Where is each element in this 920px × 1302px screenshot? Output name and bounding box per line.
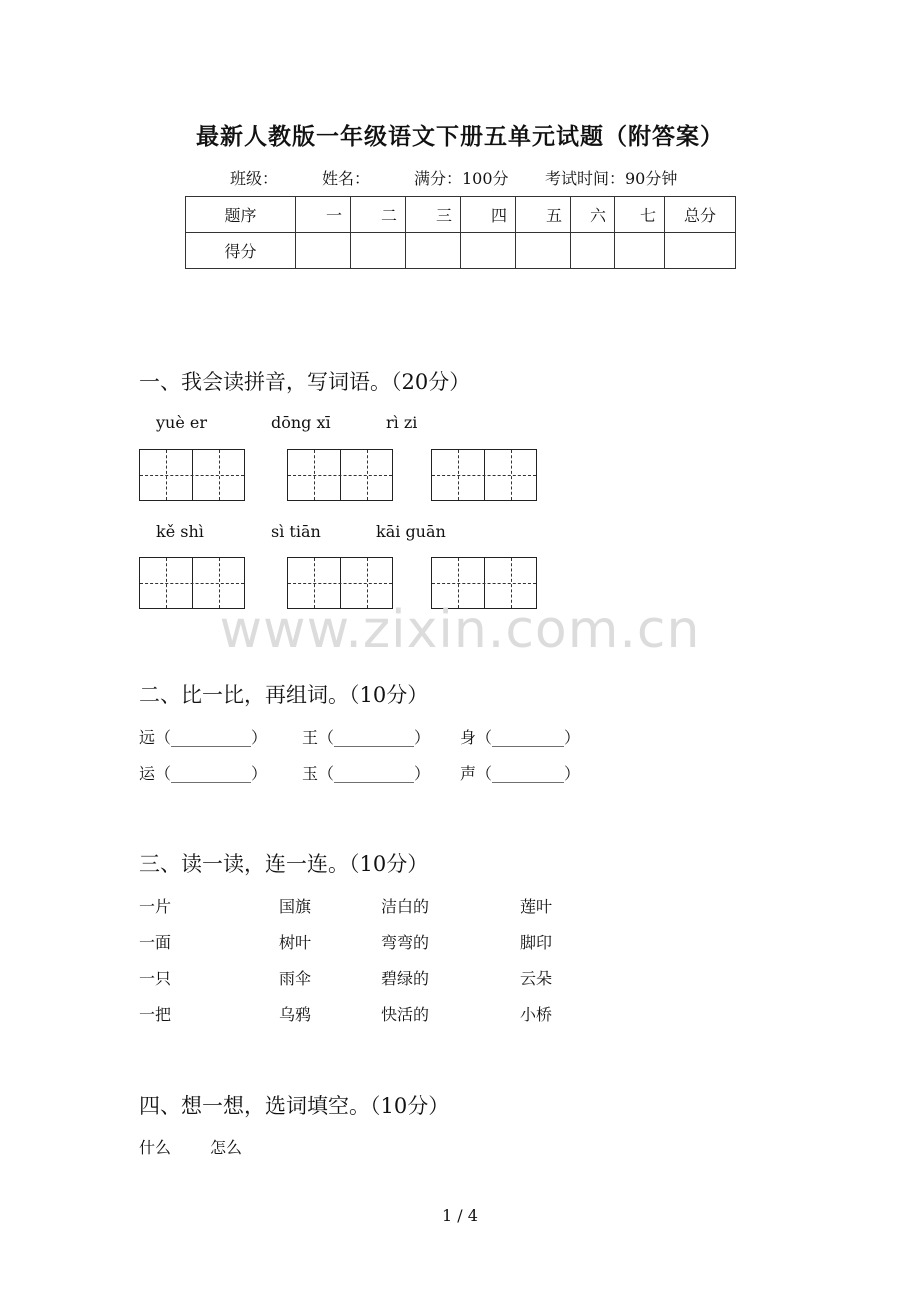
match-word: 快活的 [381, 1005, 430, 1024]
match-word: 雨伞 [279, 969, 312, 988]
score-table-cell: 一 [296, 197, 351, 233]
match-word: 国旗 [279, 897, 312, 916]
section1-heading: 一、我会读拼音，写词语。（20分） [139, 370, 471, 394]
match-word: 一片 [139, 897, 172, 916]
page-title: 最新人教版一年级语文下册五单元试题（附答案） [196, 123, 724, 150]
pinyin-label: kě shì [156, 522, 204, 541]
score-table-cell: 六 [571, 197, 615, 233]
score-input-cell[interactable] [351, 233, 406, 269]
match-word: 弯弯的 [381, 933, 430, 952]
score-table-cell: 三 [406, 197, 461, 233]
score-input-cell[interactable] [516, 233, 571, 269]
writing-grid[interactable] [431, 449, 537, 501]
name-label: 姓名： [322, 169, 371, 188]
match-word: 小桥 [520, 1005, 553, 1024]
match-word: 树叶 [279, 933, 312, 952]
word-blank[interactable]: 身（_________） [460, 728, 581, 747]
writing-grid[interactable] [287, 449, 393, 501]
score-table-cell: 四 [461, 197, 516, 233]
score-table-cell: 题序 [186, 197, 296, 233]
choice-word: 怎么 [210, 1138, 243, 1157]
match-word: 莲叶 [520, 897, 553, 916]
match-word: 洁白的 [381, 897, 430, 916]
word-blank[interactable]: 玉（__________） [302, 764, 431, 783]
pinyin-label: kāi guān [376, 522, 446, 541]
score-table-cell: 得分 [186, 233, 296, 269]
score-table-cell: 七 [615, 197, 665, 233]
word-blank[interactable]: 运（__________） [139, 764, 268, 783]
score-input-cell[interactable] [296, 233, 351, 269]
pinyin-label: yuè er [156, 413, 208, 432]
pinyin-label: rì zi [386, 413, 418, 432]
score-input-cell[interactable] [665, 233, 736, 269]
section2-heading: 二、比一比，再组词。（10分） [139, 683, 429, 707]
match-word: 一面 [139, 933, 172, 952]
section4-heading: 四、想一想，选词填空。（10分） [139, 1094, 450, 1118]
exam-time-label: 考试时间：90分钟 [545, 169, 678, 188]
score-table-cell: 总分 [665, 197, 736, 233]
match-word: 脚印 [520, 933, 553, 952]
match-word: 一只 [139, 969, 172, 988]
match-word: 一把 [139, 1005, 172, 1024]
score-table-cell: 二 [351, 197, 406, 233]
word-blank[interactable]: 声（_________） [460, 764, 581, 783]
writing-grid[interactable] [139, 449, 245, 501]
score-input-cell[interactable] [461, 233, 516, 269]
match-word: 乌鸦 [279, 1005, 312, 1024]
match-word: 云朵 [520, 969, 553, 988]
score-table-header-row [186, 197, 736, 233]
page-number: 1 / 4 [442, 1206, 478, 1225]
section3-heading: 三、读一读，连一连。（10分） [139, 852, 429, 876]
score-input-cell[interactable] [406, 233, 461, 269]
choice-word: 什么 [139, 1138, 172, 1157]
score-input-cell[interactable] [615, 233, 665, 269]
class-label: 班级： [230, 169, 279, 188]
word-blank[interactable]: 王（__________） [302, 728, 431, 747]
score-table-score-row [186, 233, 736, 269]
score-input-cell[interactable] [571, 233, 615, 269]
full-score-label: 满分：100分 [414, 169, 509, 188]
score-table-cell: 五 [516, 197, 571, 233]
score-table [185, 196, 736, 269]
pinyin-label: dōng xī [271, 413, 331, 432]
word-blank[interactable]: 远（__________） [139, 728, 268, 747]
match-word: 碧绿的 [381, 969, 430, 988]
watermark: www.zixin.com.cn [219, 600, 701, 660]
pinyin-label: sì tiān [271, 522, 321, 541]
